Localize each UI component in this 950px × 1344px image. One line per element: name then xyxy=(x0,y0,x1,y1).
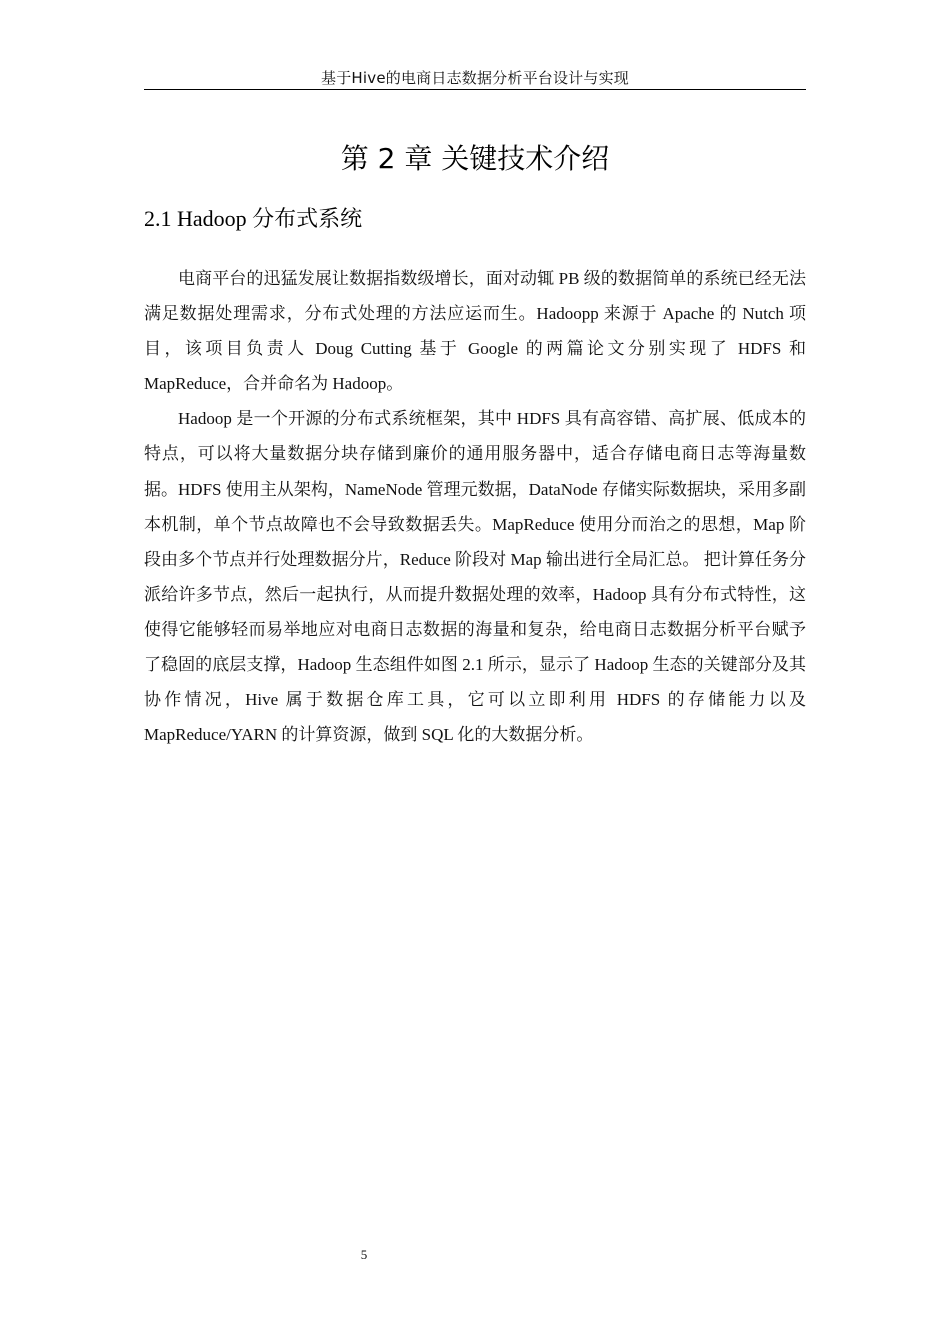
header-rule xyxy=(144,89,806,90)
body-text xyxy=(144,261,806,752)
paragraph: 电商平台的迅猛发展让数据指数级增长，面对动辄 PB 级的数据简单的系统已经无法满足数据处理需求，分布式处理的方法应运而生。Hadoopp 来源于 Apache 的 Nutch 项目，该项目负责人 Doug Cutting 基于 Google 的两篇论文分别实现了 HDFS 和 MapReduce，合并命名为 Hadoop。 xyxy=(144,269,806,394)
page-number: 5 xyxy=(360,1247,368,1262)
chapter-title: 第 2 章 关键技术介绍 xyxy=(340,142,610,175)
section-heading: 2.1 Hadoop 分布式系统 xyxy=(144,206,363,231)
paragraph: Hadoop 是一个开源的分布式系统框架，其中 HDFS 具有高容错、高扩展、低成本的特点，可以将大量数据分块存储到廉价的通用服务器中，适合存储电商日志等海量数据。HDFS 使用主从架构，NameNode 管理元数据，DataNode 存储实际数据块，采用多副本机制，单个节点故障也不会导致数据丢失。MapReduce 使用分而治之的思想，Map 阶段由多个节点并行处理数据分片，Reduce 阶段对 Map 输出进行全局汇总。 把计算任务分派给许多节点，然后一起执行，从而提升数据处理的效率，Hadoop 具有分布式特性，这使得它能够轻而易举地应对电商日志数据的海量和复杂，给电商日志数据分析平台赋予了稳固的底层支撑，Hadoop 生态组件如图 2.1 所示，显示了 Hadoop 生态的关键部分及其协作情况，Hive 属于数据仓库工具，它可以立即利用 HDFS 的存储能力以及 MapReduce/YARN 的计算资源，做到 SQL 化的大数据分析。 xyxy=(144,409,806,745)
running-header: 基于Hive的电商日志数据分析平台设计与实现 xyxy=(321,69,629,87)
